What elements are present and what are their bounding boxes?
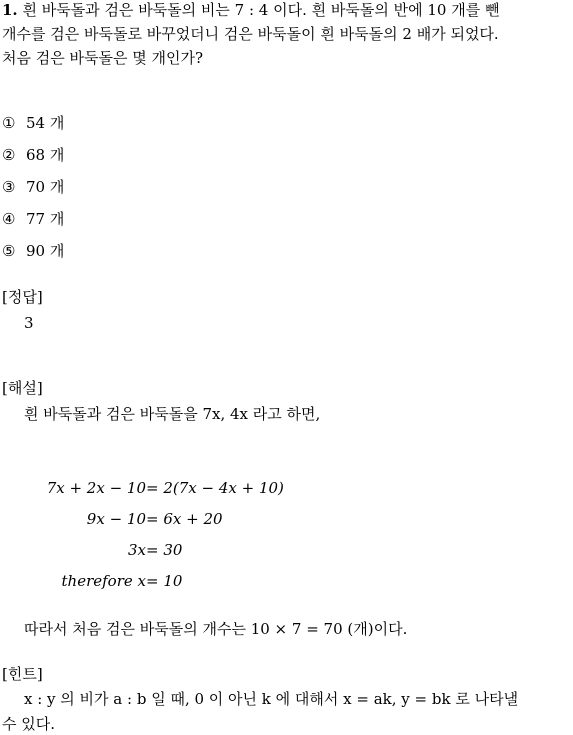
choice-marker-5: ⑤ bbox=[2, 242, 16, 260]
choice-4[interactable] bbox=[2, 209, 64, 229]
choice-text-2: 68 개 bbox=[26, 146, 65, 164]
choice-text-5: 90 개 bbox=[26, 242, 65, 260]
choice-marker-4: ④ bbox=[2, 210, 16, 228]
equation-rhs-2: = 6x + 20 bbox=[146, 510, 223, 528]
hint-text-line-1: x : y 의 비가 a : b 일 때, 0 이 아닌 k 에 대해서 x = ak, y = bk 로 나타낼 bbox=[24, 690, 519, 708]
choice-5[interactable] bbox=[2, 241, 64, 261]
problem-text-line-3: 처음 검은 바둑돌은 몇 개인가? bbox=[2, 49, 203, 67]
solution-conclusion: 따라서 처음 검은 바둑돌의 개수는 10 × 7 = 70 (개)이다. bbox=[24, 620, 408, 638]
equation-rhs-4: = 10 bbox=[146, 572, 183, 590]
equation-lhs-2: 9x − 10 bbox=[86, 510, 146, 528]
choice-marker-2: ② bbox=[2, 146, 16, 164]
choice-2[interactable] bbox=[2, 145, 64, 165]
hint-text-line-2: 수 있다. bbox=[2, 715, 56, 733]
choice-text-3: 70 개 bbox=[26, 178, 65, 196]
answer-heading: [정답] bbox=[2, 288, 43, 306]
answer-value: 3 bbox=[24, 314, 34, 332]
equation-lhs-3: 3x bbox=[127, 541, 146, 559]
hint-heading: [힌트] bbox=[2, 665, 43, 683]
problem-text-line-2: 개수를 검은 바둑돌로 바꾸었더니 검은 바둑돌이 흰 바둑돌의 2 배가 되었다. bbox=[2, 25, 499, 43]
problem-number: 1. bbox=[2, 1, 18, 19]
choice-marker-1: ① bbox=[2, 114, 16, 132]
equation-lhs-1: 7x + 2x − 10 bbox=[46, 479, 146, 497]
solution-heading: [해설] bbox=[2, 379, 43, 397]
equation-row-2 bbox=[0, 509, 573, 531]
choice-text-4: 77 개 bbox=[26, 210, 65, 228]
equation-rhs-3: = 30 bbox=[146, 541, 183, 559]
equation-lhs-4: therefore x bbox=[61, 572, 146, 590]
problem-statement-line-1 bbox=[2, 0, 499, 20]
choice-marker-3: ③ bbox=[2, 178, 16, 196]
equation-row-3 bbox=[0, 540, 573, 562]
solution-intro: 흰 바둑돌과 검은 바둑돌을 7x, 4x 라고 하면, bbox=[24, 405, 321, 423]
equation-row-1 bbox=[0, 478, 573, 500]
equation-row-4 bbox=[0, 571, 573, 593]
equation-rhs-1: = 2(7x − 4x + 10) bbox=[146, 479, 284, 497]
choice-3[interactable] bbox=[2, 177, 64, 197]
problem-text-line-1: 흰 바둑돌과 검은 바둑돌의 비는 7 : 4 이다. 흰 바둑돌의 반에 10 개를 뺀 bbox=[22, 1, 500, 19]
choice-text-1: 54 개 bbox=[26, 114, 65, 132]
choice-1[interactable] bbox=[2, 113, 64, 133]
